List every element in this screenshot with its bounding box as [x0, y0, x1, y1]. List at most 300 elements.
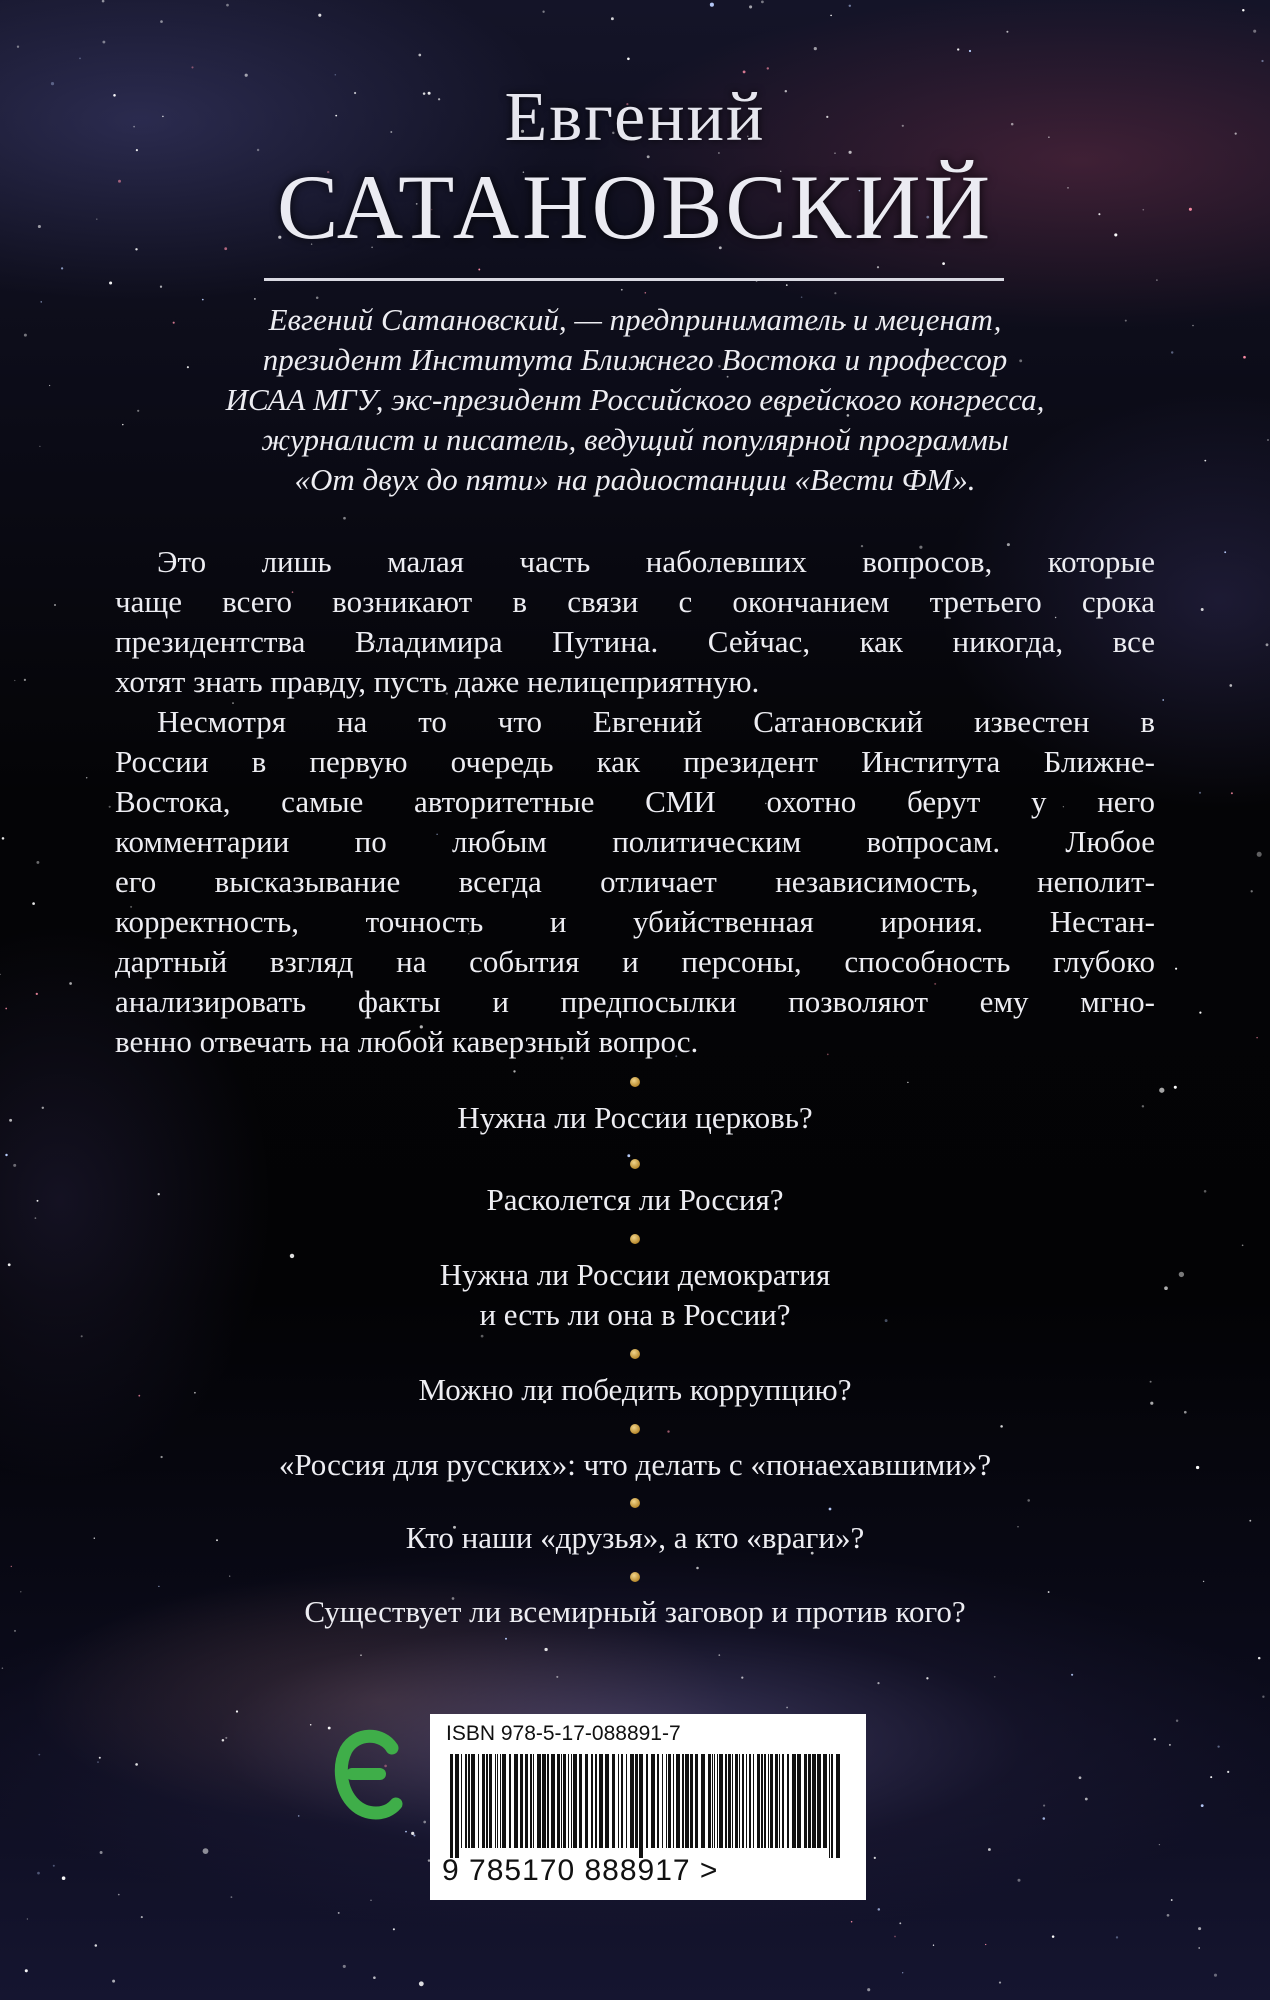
- barcode-bar: [817, 1754, 821, 1848]
- star: [513, 1070, 515, 1072]
- barcode-bar: [657, 1754, 659, 1848]
- barcode-bar: [465, 1754, 467, 1848]
- barcode-bar: [497, 1754, 498, 1848]
- barcode-bar: [478, 1754, 479, 1848]
- star: [1227, 1771, 1229, 1773]
- barcode-bar: [585, 1754, 588, 1848]
- star: [229, 1576, 230, 1577]
- star: [874, 1857, 876, 1859]
- star: [830, 15, 832, 17]
- barcode-bar: [701, 1754, 705, 1848]
- star: [25, 1969, 28, 1972]
- star: [69, 982, 72, 985]
- barcode-panel: [430, 1714, 866, 1900]
- star: [741, 1677, 743, 1679]
- paragraph-line: анализировать факты и предпосылки позволяют ему мгно-: [115, 984, 1155, 1019]
- bio-line: ИСАА МГУ, экс-президент Российского еврейского конгресса,: [225, 382, 1045, 417]
- star: [786, 284, 788, 286]
- star: [1242, 1244, 1244, 1246]
- star: [1125, 320, 1127, 322]
- barcode-bar: [662, 1754, 663, 1848]
- barcode-bar: [739, 1754, 740, 1848]
- barcode-bar: [626, 1754, 627, 1848]
- star: [1079, 1776, 1082, 1779]
- barcode-bar: [757, 1754, 760, 1848]
- star: [1167, 1914, 1170, 1917]
- star: [298, 1815, 300, 1817]
- star: [933, 1945, 934, 1946]
- star: [2, 837, 5, 840]
- star: [411, 1832, 414, 1835]
- star: [0, 974, 1, 975]
- question-item: Существует ли всемирный заговор и против кого?: [304, 1594, 966, 1629]
- barcode-bar: [673, 1754, 674, 1848]
- star: [14, 680, 15, 681]
- barcode-bar: [468, 1754, 470, 1848]
- star: [1176, 1720, 1178, 1722]
- barcode-bar: [792, 1754, 796, 1848]
- star: [985, 1944, 986, 1945]
- star: [1154, 1738, 1156, 1740]
- star: [112, 1980, 115, 1983]
- question-item: Расколется ли Россия?: [486, 1182, 784, 1217]
- barcode-bar: [668, 1754, 671, 1848]
- star: [1231, 792, 1233, 794]
- star: [1199, 1012, 1201, 1014]
- barcode-bar: [450, 1754, 453, 1858]
- star: [834, 292, 836, 294]
- barcode-bar: [502, 1754, 506, 1848]
- star: [942, 262, 945, 265]
- star: [81, 1335, 83, 1337]
- barcode-bar: [742, 1754, 744, 1848]
- barcode-bar: [563, 1754, 566, 1848]
- star: [27, 1918, 28, 1919]
- star: [24, 679, 26, 681]
- paragraph-line: Востока, самые авторитетные СМИ охотно берут у него: [115, 784, 1155, 819]
- bullet-dot: [630, 1349, 640, 1359]
- star: [761, 1, 764, 4]
- bio-line: президент Института Ближнего Востока и профессор: [262, 342, 1008, 377]
- barcode-bar: [804, 1754, 807, 1848]
- bio-line: «От двух до пяти» на радиостанции «Вести ФМ».: [294, 462, 976, 497]
- star: [988, 1848, 991, 1851]
- star: [645, 292, 647, 294]
- star: [36, 993, 38, 995]
- star: [373, 1976, 376, 1979]
- barcode-bar: [690, 1754, 693, 1848]
- star: [710, 3, 714, 7]
- barcode-bar: [714, 1754, 715, 1848]
- star: [1116, 1936, 1118, 1938]
- star: [236, 1710, 238, 1712]
- star: [99, 1757, 101, 1759]
- paragraph-line: корректность, точность и убийственная ирония. Нестан-: [115, 904, 1155, 939]
- star: [135, 1763, 138, 1766]
- barcode-bar: [551, 1754, 555, 1848]
- star: [1267, 439, 1269, 441]
- star: [79, 58, 81, 60]
- bullet-dot: [630, 1424, 640, 1434]
- star: [61, 267, 63, 269]
- author-last-name: САТАНОВСКИЙ: [276, 156, 994, 258]
- barcode-bar: [712, 1754, 713, 1848]
- star: [95, 1944, 98, 1947]
- star: [97, 1761, 98, 1762]
- star: [878, 1908, 881, 1911]
- barcode-bar: [530, 1754, 532, 1848]
- star: [41, 301, 42, 302]
- star: [542, 11, 544, 13]
- barcode-bar: [639, 1754, 643, 1858]
- star: [11, 1566, 12, 1567]
- barcode-bar: [782, 1754, 784, 1848]
- star: [38, 1754, 40, 1756]
- barcode-bar: [836, 1754, 840, 1858]
- question-item: Нужна ли России церковь?: [457, 1100, 813, 1135]
- barcode-bar: [533, 1754, 534, 1848]
- barcode-bar: [695, 1754, 698, 1848]
- barcode-bar: [728, 1754, 731, 1848]
- star: [505, 1638, 507, 1640]
- star: [718, 1654, 720, 1656]
- star: [203, 1848, 209, 1854]
- star: [994, 1676, 996, 1678]
- paragraph-line: России в первую очередь как президент Института Ближне-: [115, 744, 1155, 779]
- star: [122, 424, 123, 425]
- star: [1199, 792, 1201, 794]
- star: [556, 1676, 558, 1678]
- star: [621, 289, 623, 291]
- star: [1175, 968, 1177, 970]
- star: [627, 1154, 630, 1157]
- star: [1256, 1037, 1258, 1039]
- star: [1229, 684, 1232, 687]
- star: [109, 281, 112, 284]
- paragraph-line: венно отвечать на любой каверзный вопрос.: [115, 1024, 699, 1059]
- star: [109, 806, 111, 808]
- barcode-bar: [591, 1754, 593, 1848]
- star: [902, 1972, 903, 1973]
- star: [226, 4, 229, 7]
- paragraph-line: чаще всего возникают в связи с окончанием третьего срока: [115, 584, 1155, 619]
- star: [160, 286, 162, 288]
- star: [39, 446, 40, 447]
- star: [393, 1928, 395, 1930]
- star: [102, 41, 105, 44]
- paragraph-line: президентства Владимира Путина. Сейчас, как никогда, все: [115, 624, 1155, 659]
- star: [1192, 325, 1194, 327]
- barcode-bars: [446, 1754, 846, 1858]
- barcode-bar: [779, 1754, 780, 1848]
- star: [1043, 1817, 1046, 1820]
- barcode-bar: [761, 1754, 763, 1848]
- star: [1243, 356, 1246, 359]
- star: [118, 1894, 120, 1896]
- star: [1171, 351, 1173, 353]
- star: [1251, 890, 1253, 892]
- question-item: Кто наши «друзья», а кто «враги»?: [405, 1520, 865, 1555]
- star: [222, 1739, 225, 1742]
- question-item: Можно ли победить коррупцию?: [418, 1372, 852, 1407]
- star: [423, 1821, 426, 1824]
- barcode-bar: [599, 1754, 603, 1848]
- star: [1242, 9, 1244, 11]
- bullet-dot: [630, 1234, 640, 1244]
- star: [62, 1876, 66, 1880]
- star: [1169, 1744, 1171, 1746]
- star: [1085, 1798, 1088, 1801]
- star: [894, 1936, 896, 1938]
- star: [667, 1430, 669, 1432]
- star: [899, 1922, 901, 1924]
- star: [245, 74, 248, 77]
- star: [191, 66, 193, 68]
- star: [1159, 1088, 1164, 1093]
- barcode-bar: [547, 1754, 549, 1848]
- star: [2, 1667, 4, 1669]
- star: [343, 1965, 346, 1968]
- star: [1198, 1927, 1201, 1930]
- star: [13, 1164, 16, 1167]
- star: [1071, 1674, 1073, 1676]
- barcode-bar: [542, 1754, 546, 1848]
- star: [1204, 460, 1206, 462]
- barcode-bar: [520, 1754, 523, 1848]
- star: [1198, 1947, 1200, 1949]
- star: [141, 1916, 143, 1918]
- star: [1174, 1086, 1177, 1089]
- star: [1253, 30, 1256, 33]
- barcode-bar: [797, 1754, 801, 1848]
- barcode-bar: [768, 1754, 769, 1848]
- barcode-bar: [775, 1754, 778, 1848]
- star: [1159, 1844, 1160, 1845]
- barcode-bar: [746, 1754, 747, 1848]
- barcode-bar: [666, 1754, 667, 1848]
- barcode-bar: [630, 1754, 634, 1848]
- barcode-bar: [787, 1754, 789, 1848]
- barcode-bar: [571, 1754, 572, 1848]
- star: [1257, 852, 1262, 857]
- barcode-bar: [455, 1754, 459, 1858]
- barcode-bar: [557, 1754, 560, 1848]
- barcode-bar: [735, 1754, 738, 1848]
- barcode-bar: [605, 1754, 609, 1848]
- bullet-dot: [630, 1077, 640, 1087]
- barcode-bar: [676, 1754, 680, 1848]
- star: [544, 1648, 547, 1651]
- star: [743, 70, 746, 73]
- star: [1210, 1776, 1212, 1778]
- barcode-bar: [579, 1754, 582, 1848]
- star: [1184, 1411, 1187, 1414]
- star: [54, 604, 56, 606]
- star: [17, 46, 19, 48]
- barcode-bar: [537, 1754, 541, 1848]
- paragraph-line: хотят знать правду, пусть даже нелицеприятную.: [115, 664, 760, 699]
- barcode-bar: [808, 1754, 811, 1848]
- star: [627, 57, 630, 60]
- paragraph-line: дартный взгляд на события и персоны, способность глубоко: [115, 944, 1155, 979]
- paragraph-line: комментарии по любым политическим вопросам. Любое: [115, 824, 1155, 859]
- star: [86, 777, 87, 778]
- bullet-dot: [630, 1159, 640, 1169]
- star: [338, 1912, 340, 1914]
- eksmo-logo-icon: [334, 1718, 404, 1830]
- star: [1201, 608, 1204, 611]
- barcode-bar: [461, 1754, 462, 1848]
- star: [814, 47, 817, 50]
- barcode-bar: [812, 1754, 816, 1848]
- barcode-bar: [770, 1754, 773, 1848]
- star: [999, 1982, 1001, 1984]
- barcode-bar: [509, 1754, 511, 1848]
- star: [225, 1737, 227, 1739]
- barcode-bar: [525, 1754, 528, 1848]
- author-bio: [150, 300, 1120, 500]
- star: [957, 48, 959, 50]
- star: [419, 1981, 424, 1986]
- star: [877, 266, 879, 268]
- star: [405, 1831, 407, 1833]
- paragraph-intro: [115, 542, 1155, 702]
- star: [370, 1900, 371, 1901]
- barcode-bar: [829, 1754, 830, 1858]
- star: [137, 410, 139, 412]
- star: [24, 334, 27, 337]
- barcode-bar: [489, 1754, 492, 1848]
- star: [335, 74, 337, 76]
- star: [786, 1707, 788, 1709]
- barcode-bar: [495, 1754, 496, 1848]
- star: [1258, 1657, 1261, 1660]
- star: [1261, 60, 1263, 62]
- star: [328, 1727, 331, 1730]
- star: [801, 296, 803, 298]
- barcode-bar: [500, 1754, 501, 1848]
- barcode-bar: [561, 1754, 562, 1848]
- star: [160, 20, 163, 23]
- bullet-dot: [630, 1572, 640, 1582]
- star: [1214, 1974, 1217, 1977]
- star: [696, 1567, 699, 1570]
- star: [1201, 1804, 1204, 1807]
- star: [1156, 279, 1158, 281]
- barcode-bar: [749, 1754, 751, 1848]
- star: [767, 67, 769, 69]
- title-divider: [264, 278, 1004, 281]
- star: [5, 1154, 7, 1156]
- star: [907, 1082, 908, 1083]
- barcode-bar: [725, 1754, 727, 1848]
- barcode-number: 9 785170 888917 >: [442, 1854, 719, 1887]
- barcode-bar: [732, 1754, 733, 1848]
- star: [1266, 643, 1269, 646]
- star: [343, 517, 346, 520]
- paragraph-line: его высказывание всегда отличает независимость, неполит-: [115, 864, 1155, 899]
- bio-line: журналист и писатель, ведущий популярной программы: [261, 422, 1009, 457]
- star: [926, 1677, 928, 1679]
- star: [829, 1508, 832, 1511]
- star: [867, 1988, 870, 1991]
- barcode-bar: [682, 1754, 684, 1848]
- star: [100, 1851, 103, 1854]
- barcode-bar: [685, 1754, 689, 1848]
- star: [611, 17, 614, 20]
- star: [877, 1682, 879, 1684]
- barcode-bar: [486, 1754, 488, 1848]
- star: [1027, 1499, 1030, 1502]
- barcode-bar: [717, 1754, 718, 1848]
- star: [851, 1921, 853, 1923]
- barcode-bar: [514, 1754, 518, 1848]
- paragraph-line: Это лишь малая часть наболевших вопросов, которые: [157, 544, 1155, 579]
- barcode-bar: [635, 1754, 638, 1848]
- star: [1000, 1425, 1003, 1428]
- barcode-bar: [471, 1754, 475, 1848]
- barcode-bar: [618, 1754, 619, 1848]
- star: [481, 1335, 484, 1338]
- star: [969, 50, 971, 52]
- star: [53, 1865, 55, 1867]
- star: [849, 5, 851, 7]
- star: [310, 1724, 312, 1726]
- star: [49, 385, 50, 386]
- star: [316, 296, 319, 299]
- star: [1006, 31, 1008, 33]
- star: [1203, 1581, 1204, 1582]
- star: [1162, 699, 1164, 701]
- question-item: «Россия для русских»: что делать с «понаехавшими»?: [278, 1447, 992, 1482]
- bio-line: Евгений Сатановский, — предприниматель и меценат,: [268, 302, 1002, 337]
- barcode-bar: [482, 1754, 485, 1848]
- star: [1262, 1696, 1264, 1698]
- star: [1043, 1805, 1045, 1807]
- star: [37, 1872, 40, 1875]
- barcode-bar: [764, 1754, 766, 1848]
- star: [1171, 1899, 1173, 1901]
- barcode-bar: [621, 1754, 623, 1848]
- star: [231, 1896, 233, 1898]
- star: [102, 0, 105, 2]
- star: [360, 1655, 361, 1656]
- bullet-dot: [630, 1498, 640, 1508]
- star: [1052, 1935, 1055, 1938]
- star: [413, 1834, 415, 1836]
- star: [418, 54, 421, 57]
- star: [749, 5, 752, 8]
- star: [1217, 1745, 1219, 1747]
- author-first-name: Евгений: [504, 79, 766, 156]
- barcode-bar: [708, 1754, 711, 1848]
- barcode-bar: [573, 1754, 577, 1848]
- barcode-bar: [595, 1754, 597, 1848]
- star: [32, 902, 35, 905]
- paragraph-line: Несмотря на то что Евгений Сатановский известен в: [157, 704, 1155, 739]
- barcode-bar: [719, 1754, 723, 1848]
- barcode-bar: [646, 1754, 648, 1848]
- barcode-bar: [753, 1754, 754, 1848]
- star: [318, 14, 321, 17]
- star: [158, 1586, 159, 1587]
- star: [36, 861, 39, 864]
- star: [1224, 551, 1226, 553]
- barcode-bar: [651, 1754, 655, 1848]
- star: [1018, 1879, 1021, 1882]
- question-item-continued: и есть ли она в России?: [479, 1297, 791, 1332]
- question-item: Нужна ли России демократия: [439, 1257, 831, 1292]
